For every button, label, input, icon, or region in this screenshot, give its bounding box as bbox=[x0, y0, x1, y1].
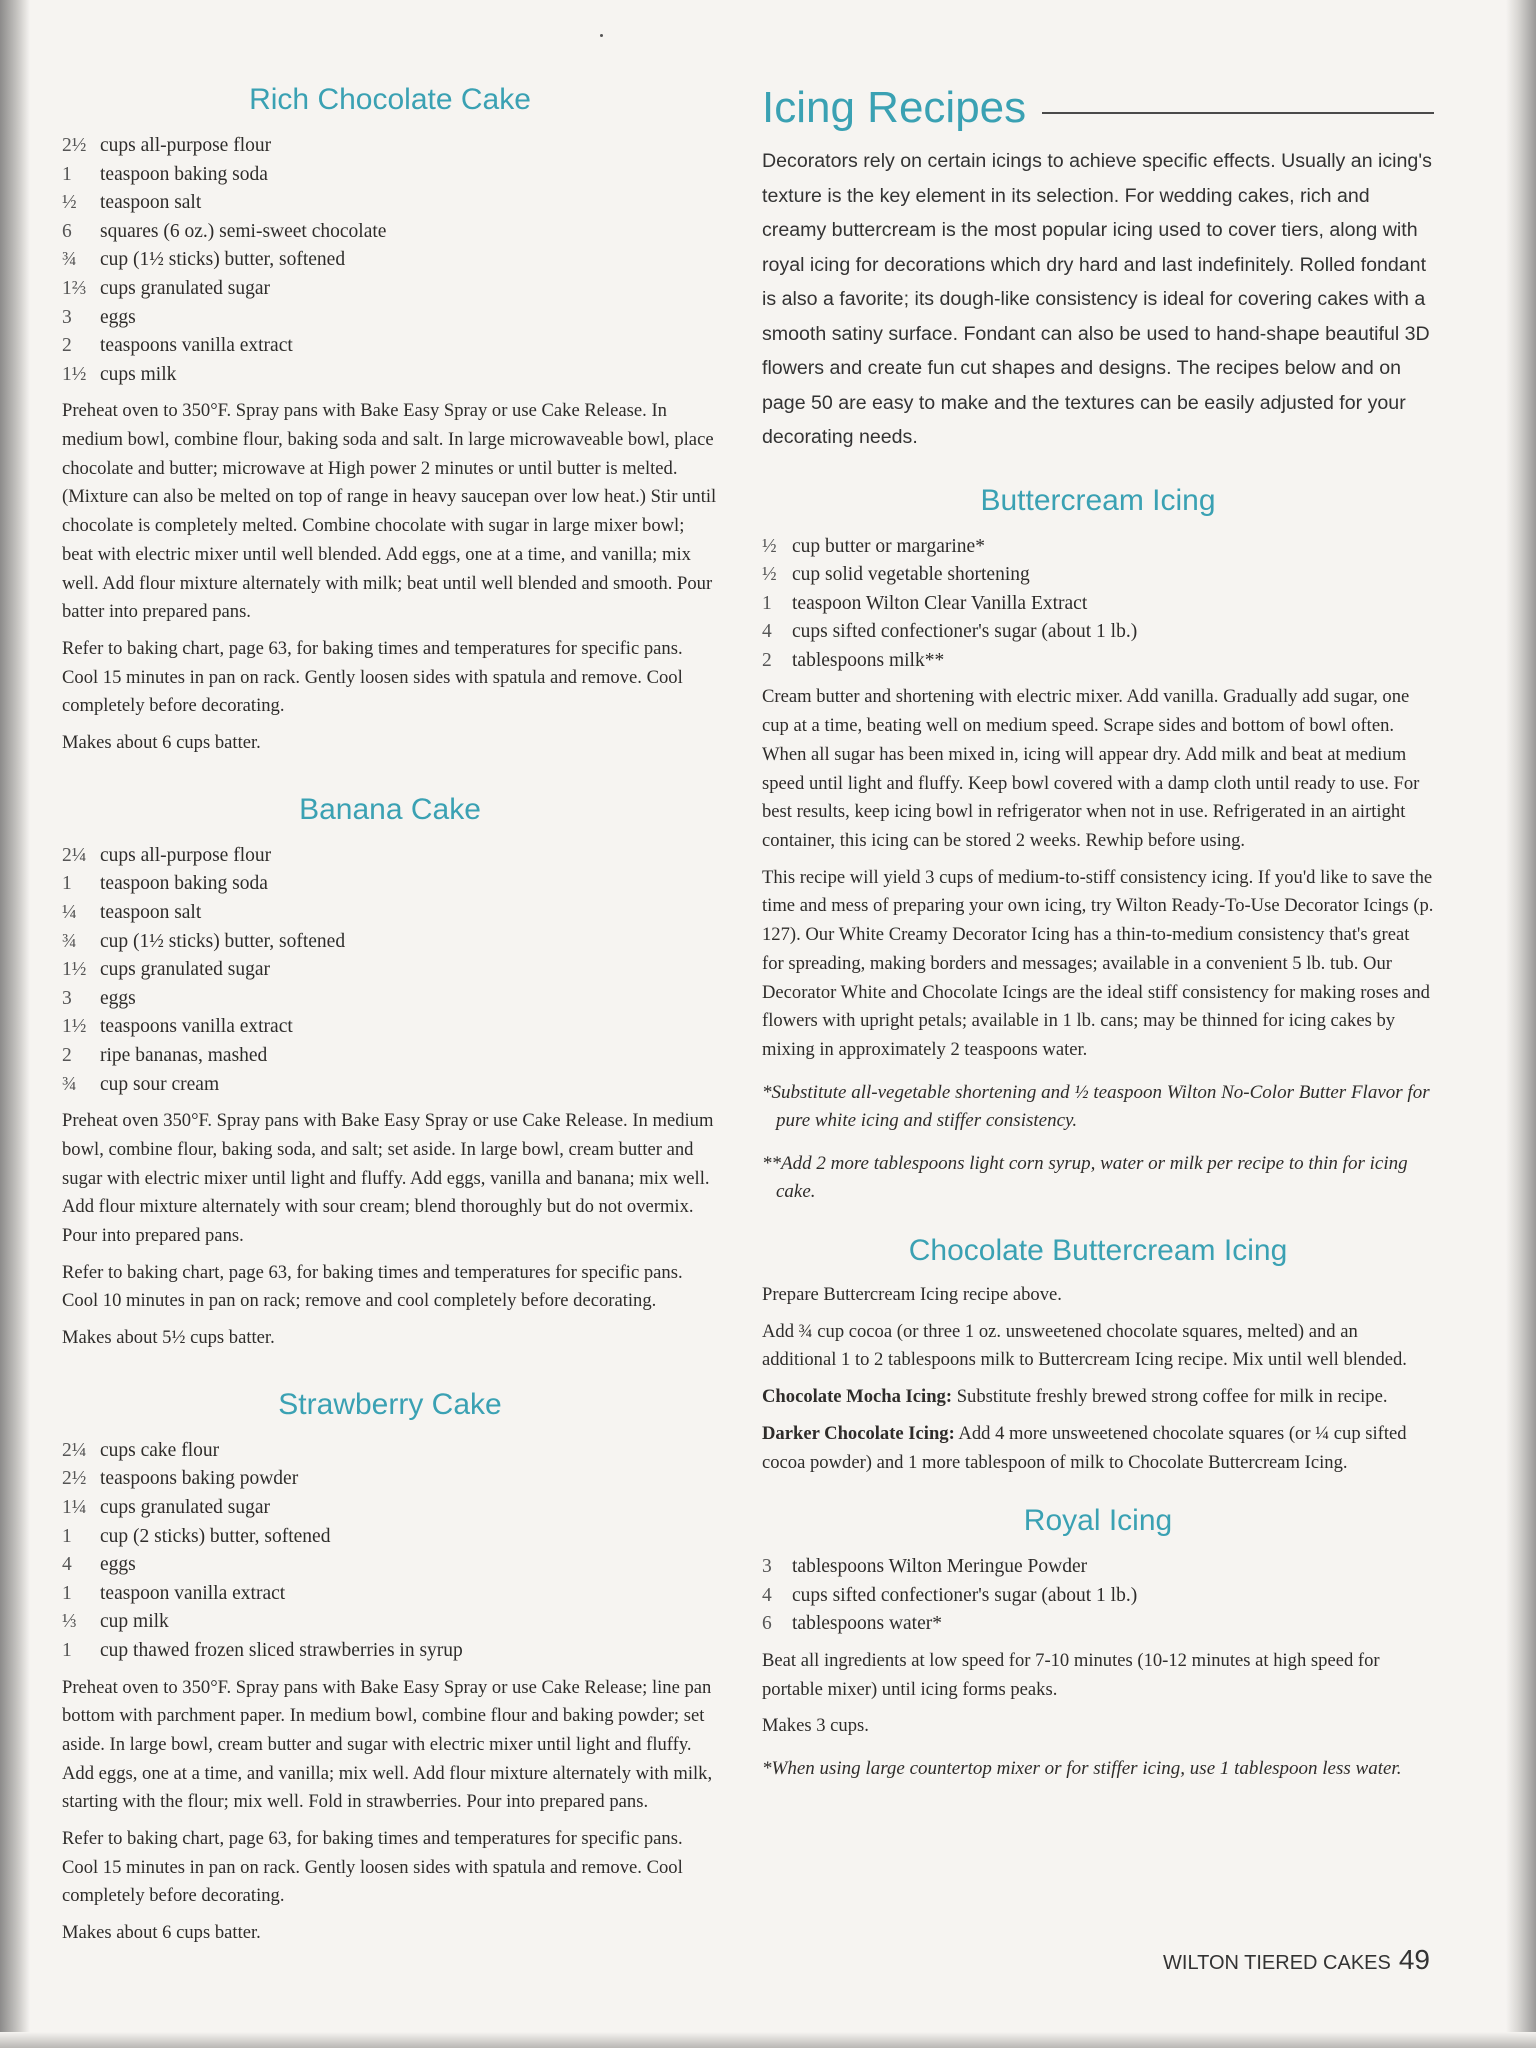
recipe-title: Strawberry Cake bbox=[278, 1387, 502, 1421]
recipe-chocolate-buttercream-icing bbox=[762, 1229, 1434, 1477]
book-title: WILTON TIERED CAKES bbox=[1163, 1952, 1391, 1974]
yield-text: Makes 3 cups. bbox=[762, 1715, 869, 1737]
ingredient-list bbox=[62, 842, 718, 1099]
ingredient: 1 cup (2 sticks) butter, softened bbox=[62, 1525, 331, 1547]
variation-darker: Darker Chocolate Icing: Add 4 more unsweetened chocolate squares (or ¼ cup sifted cocoa powder) and 1 more tablespoon of milk to Chocolate Buttercream Icing. bbox=[762, 1422, 1407, 1473]
ingredient: 2 teaspoons vanilla extract bbox=[62, 335, 293, 357]
ingredient: 3 eggs bbox=[62, 987, 136, 1009]
ingredient: 1 teaspoon baking soda bbox=[62, 873, 268, 895]
ingredient: 1 cup thawed frozen sliced strawberries in syrup bbox=[62, 1639, 463, 1661]
yield-paragraph: This recipe will yield 3 cups of medium-to-stiff consistency icing. If you'd like to save the time and mess of preparing your own icing, try Wilton Ready-To-Use Decorator Icings (p. 127). Our White Creamy Decorator Icing has a thin-to-medium consistency that's great for spreading, making borders and messages; available in a convenient 5 lb. tub. Our Decorator White and Chocolate Icings are the ideal stiff consistency for making roses and flowers with upright petals; available in 1 lb. cans; may be thinned for icing cakes by mixing in approximately 2 teaspoons water. bbox=[762, 866, 1434, 1060]
method-paragraph: Add ¾ cup cocoa (or three 1 oz. unsweetened chocolate squares, melted) and an additional 1 to 2 tablespoons milk to Buttercream Icing recipe. Mix until well blended. bbox=[762, 1320, 1407, 1371]
ingredient-list bbox=[762, 533, 1434, 676]
ingredient: 2 tablespoons milk** bbox=[762, 649, 945, 671]
intro-paragraph: Decorators rely on certain icings to achieve specific effects. Usually an icing's texture is the key element in its selection. For wedding cakes, rich and creamy buttercream is the most popular icing used to cover tiers, along with royal icing for decorations which dry hard and last indefinitely. Rolled fondant is also a favorite; its dough-like consistency is ideal for covering cakes with a smooth satiny surface. Fondant can also be used to hand-shape beautiful 3D flowers and create fun cut shapes and designs. The recipes below and on page 50 are easy to make and the textures can be easily adjusted for your decorating needs. bbox=[762, 150, 1432, 448]
ingredient: ¾ cup sour cream bbox=[62, 1073, 220, 1095]
recipe-banana-cake bbox=[62, 788, 718, 1353]
method-paragraph: Beat all ingredients at low speed for 7-10 minutes (10-12 minutes at high speed for portable mixer) until icing forms peaks. bbox=[762, 1649, 1380, 1700]
ingredient: 2½ teaspoons baking powder bbox=[62, 1468, 299, 1490]
page-edge-shadow-right bbox=[1506, 0, 1536, 2048]
section-title: Icing Recipes bbox=[762, 78, 1042, 138]
recipe-buttercream-icing bbox=[762, 479, 1434, 1207]
baking-note: Refer to baking chart, page 63, for baking times and temperatures for specific pans. Cool 10 minutes in pan on rack; remove and cool completely before decorating. bbox=[62, 1261, 683, 1312]
ingredient-list bbox=[62, 132, 718, 389]
ingredient: 1⅔ cups granulated sugar bbox=[62, 277, 271, 299]
section-header bbox=[762, 78, 1434, 138]
footnote: **Add 2 more tablespoons light corn syrup, water or milk per recipe to thin for icing cake. bbox=[762, 1152, 1408, 1203]
print-speck bbox=[600, 34, 603, 37]
ingredient: 6 squares (6 oz.) semi-sweet chocolate bbox=[62, 220, 387, 242]
ingredient: 2¼ cups cake flour bbox=[62, 1439, 220, 1461]
left-column bbox=[62, 78, 718, 1948]
ingredient: 2½ cups all-purpose flour bbox=[62, 135, 272, 156]
ingredient: ½ teaspoon salt bbox=[62, 192, 202, 214]
ingredient: 1½ teaspoons vanilla extract bbox=[62, 1016, 293, 1038]
ingredient: ¾ cup (1½ sticks) butter, softened bbox=[62, 249, 346, 271]
variation-label: Darker Chocolate Icing: bbox=[762, 1422, 955, 1444]
ingredient: 1¼ cups granulated sugar bbox=[62, 1496, 271, 1518]
recipe-strawberry-cake bbox=[62, 1383, 718, 1948]
recipe-rich-chocolate-cake bbox=[62, 78, 718, 758]
ingredient: ¾ cup (1½ sticks) butter, softened bbox=[62, 930, 346, 952]
page-number: 49 bbox=[1398, 1944, 1430, 1975]
recipe-title: Chocolate Buttercream Icing bbox=[908, 1233, 1288, 1267]
recipe-title: Buttercream Icing bbox=[980, 483, 1216, 517]
ingredient: 1½ cups granulated sugar bbox=[62, 959, 271, 981]
method-paragraph: Cream butter and shortening with electric mixer. Add vanilla. Gradually add sugar, one cup at a time, beating well on medium speed. Scrape sides and bottom of bowl often. When all sugar has been mixed in, icing will appear dry. Add milk and beat at medium speed until light and fluffy. Keep bowl covered with a damp cloth until ready to use. For best results, keep icing bowl in refrigerator when not in use. Refrigerated in an airtight container, this icing can be stored 2 weeks. Rewhip before using. bbox=[762, 686, 1420, 851]
ingredient: 4 eggs bbox=[62, 1554, 136, 1576]
ingredient: 2¼ cups all-purpose flour bbox=[62, 844, 272, 866]
footnote: *When using large countertop mixer or for stiffer icing, use 1 tablespoon less water. bbox=[762, 1758, 1402, 1780]
ingredient-list bbox=[62, 1437, 718, 1666]
ingredient: 1 teaspoon vanilla extract bbox=[62, 1582, 286, 1604]
recipe-title: Banana Cake bbox=[299, 792, 481, 826]
recipe-royal-icing bbox=[762, 1499, 1434, 1783]
ingredient: 1 teaspoon Wilton Clear Vanilla Extract bbox=[762, 592, 1088, 614]
yield-text: Makes about 6 cups batter. bbox=[62, 1922, 261, 1944]
variation-mocha: Chocolate Mocha Icing: Substitute freshly brewed strong coffee for milk in recipe. bbox=[762, 1386, 1388, 1408]
ingredient: 1½ cups milk bbox=[62, 363, 177, 385]
ingredient: 3 tablespoons Wilton Meringue Powder bbox=[762, 1556, 1088, 1578]
method-paragraph: Preheat oven to 350°F. Spray pans with Bake Easy Spray or use Cake Release; line pan bottom with parchment paper. In medium bowl, combine flour and baking powder; set aside. In large bowl, cream butter and sugar with electric mixer until light and fluffy. Add eggs, one at a time, and vanilla; mix well. Add flour mixture alternately with milk, starting with the flour; mix well. Fold in strawberries. Pour into prepared pans. bbox=[62, 1676, 713, 1813]
ingredient: 3 eggs bbox=[62, 306, 136, 328]
ingredient: ¼ teaspoon salt bbox=[62, 901, 202, 923]
yield-text: Makes about 5½ cups batter. bbox=[62, 1327, 275, 1349]
right-column bbox=[762, 78, 1434, 1784]
method-paragraph: Preheat oven 350°F. Spray pans with Bake Easy Spray or use Cake Release. In medium bowl, combine flour, baking soda, and salt; set aside. In large bowl, cream butter and sugar with electric mixer until light and fluffy. Add eggs, vanilla and banana; mix well. Add flour mixture alternately with sour cream; blend thoroughly but do not overmix. Pour into prepared pans. bbox=[62, 1110, 714, 1246]
method-paragraph: Prepare Buttercream Icing recipe above. bbox=[762, 1283, 1062, 1305]
recipe-title: Rich Chocolate Cake bbox=[249, 83, 531, 116]
footnote: *Substitute all-vegetable shortening and ½ teaspoon Wilton No-Color Butter Flavor for pure white icing and stiffer consistency. bbox=[762, 1081, 1430, 1132]
yield-text: Makes about 6 cups batter. bbox=[62, 732, 261, 754]
method-paragraph: Preheat oven to 350°F. Spray pans with Bake Easy Spray or use Cake Release. In medium bowl, combine flour, baking soda and salt. In large microwaveable bowl, place chocolate and butter; microwave at High power 2 minutes or until butter is melted. (Mixture can also be melted on top of range in heavy saucepan over low heat.) Stir until chocolate is completely melted. Combine chocolate with sugar in large mixer bowl; beat with electric mixer until well blended. Add eggs, one at a time, and vanilla; mix well. Add flour mixture alternately with milk; beat until well blended and smooth. Pour batter into prepared pans. bbox=[62, 400, 717, 623]
ingredient: 4 cups sifted confectioner's sugar (about 1 lb.) bbox=[762, 621, 1138, 643]
page-footer bbox=[1163, 1944, 1430, 1976]
page-edge-shadow-left bbox=[0, 0, 30, 2048]
ingredient: ½ cup butter or margarine* bbox=[762, 535, 985, 557]
variation-label: Chocolate Mocha Icing: bbox=[762, 1386, 953, 1408]
baking-note: Refer to baking chart, page 63, for baking times and temperatures for specific pans. Cool 15 minutes in pan on rack. Gently loosen sides with spatula and remove. Cool completely before decorating. bbox=[62, 1828, 683, 1907]
ingredient: 1 teaspoon baking soda bbox=[62, 163, 268, 185]
ingredient: 2 ripe bananas, mashed bbox=[62, 1044, 268, 1066]
page-edge-shadow-bottom bbox=[0, 2032, 1536, 2048]
ingredient-list bbox=[762, 1553, 1434, 1639]
baking-note: Refer to baking chart, page 63, for baking times and temperatures for specific pans. Cool 15 minutes in pan on rack. Gently loosen sides with spatula and remove. Cool completely before decorating. bbox=[62, 637, 683, 717]
ingredient: 4 cups sifted confectioner's sugar (about 1 lb.) bbox=[762, 1584, 1138, 1606]
recipe-title: Royal Icing bbox=[1023, 1504, 1173, 1538]
ingredient: 6 tablespoons water* bbox=[762, 1613, 943, 1635]
ingredient: ⅓ cup milk bbox=[62, 1611, 169, 1633]
ingredient: ½ cup solid vegetable shortening bbox=[762, 564, 1030, 586]
